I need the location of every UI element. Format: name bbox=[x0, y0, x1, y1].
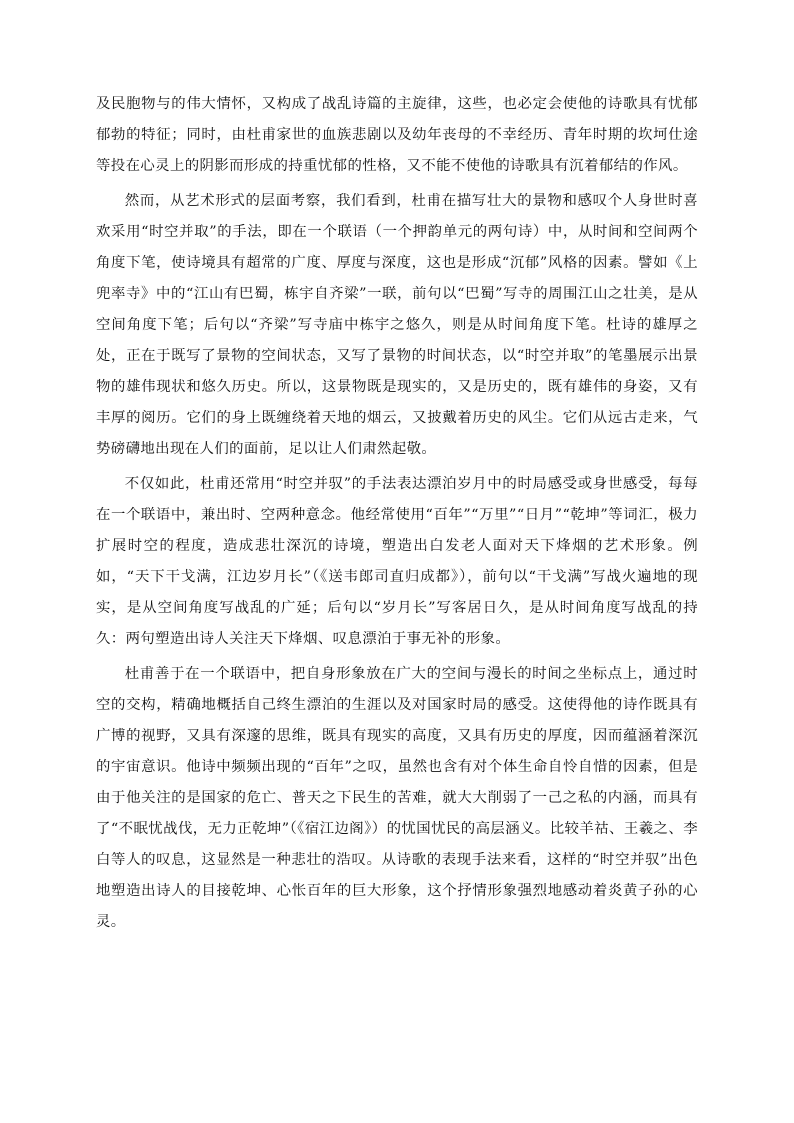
paragraph-1: 及民胞物与的伟大情怀，又构成了战乱诗篇的主旋律，这些，也必定会使他的诗歌具有忧郁郁勃的特征；同时，由杜甫家世的血族悲剧以及幼年丧母的不幸经历、青年时期的坎坷仕途等投在心灵上的阴影而形成的持重忧郁的性格，又不能不使他的诗歌具有沉着郁结的作风。 bbox=[96, 96, 698, 174]
paragraph-4: 杜甫善于在一个联语中，把自身形象放在广大的空间与漫长的时间之坐标点上，通过时空的交构，精确地概括自己终生漂泊的生涯以及对国家时局的感受。这使得他的诗作既具有广博的视野，又具有深邃的思维，既具有现实的高度，又具有历史的厚度，因而蕴涵着深沉的宇宙意识。他诗中频频出现的“百年”之叹，虽然也含有对个体生命自怜自惜的因素，但是由于他关注的是国家的危亡、普天之下民生的苦难，就大大削弱了一己之私的内涵，而具有了“不眠忧战伐，无力正乾坤”（《宿江边阁》）的忧国忧民的高层涵义。比较羊祜、王羲之、李白等人的叹息，这显然是一种悲壮的浩叹。从诗歌的表现手法来看，这样的“时空并驭”出色地塑造出诗人的目接乾坤、心怅百年的巨大形象，这个抒情形象强烈地感动着炎黄子孙的心灵。 bbox=[96, 666, 698, 930]
paragraph-3: 不仅如此，杜甫还常用“时空并驭”的手法表达漂泊岁月中的时局感受或身世感受，每每在一个联语中，兼出时、空两种意念。他经常使用“百年”“万里”“日月”“乾坤”等词汇，极力扩展时空的程度，造成悲壮深沉的诗境，塑造出白发老人面对天下烽烟的艺术形象。例如，“天下干戈满，江边岁月长”（《送韦郎司直归成都》），前句以“干戈满”写战火遍地的现实，是从空间角度写战乱的广延；后句以“岁月长”写客居日久，是从时间角度写战乱的持久：两句塑造出诗人关注天下烽烟、叹息漂泊于事无补的形象。 bbox=[96, 476, 698, 647]
paragraph-2: 然而，从艺术形式的层面考察，我们看到，杜甫在描写壮大的景物和感叹个人身世时喜欢采用“时空并取”的手法，即在一个联语（一个押韵单元的两句诗）中，从时间和空间两个角度下笔，使诗境具有超常的广度、厚度与深度，这也是形成“沉郁”风格的因素。譬如《上兜率寺》中的“江山有巴蜀，栋宇自齐梁”一联，前句以“巴蜀”写寺的周围江山之壮美，是从空间角度下笔；后句以“齐梁”写寺庙中栋宇之悠久，则是从时间角度下笔。杜诗的雄厚之处，正在于既写了景物的空间状态，又写了景物的时间状态，以“时空并取”的笔墨展示出景物的雄伟现状和悠久历史。所以，这景物既是现实的，又是历史的，既有雄伟的身姿，又有丰厚的阅历。它们的身上既缠绕着天地的烟云，又披戴着历史的风尘。它们从远古走来，气势磅礴地出现在人们的面前，足以让人们肃然起敬。 bbox=[96, 193, 698, 457]
document-body bbox=[96, 89, 698, 942]
